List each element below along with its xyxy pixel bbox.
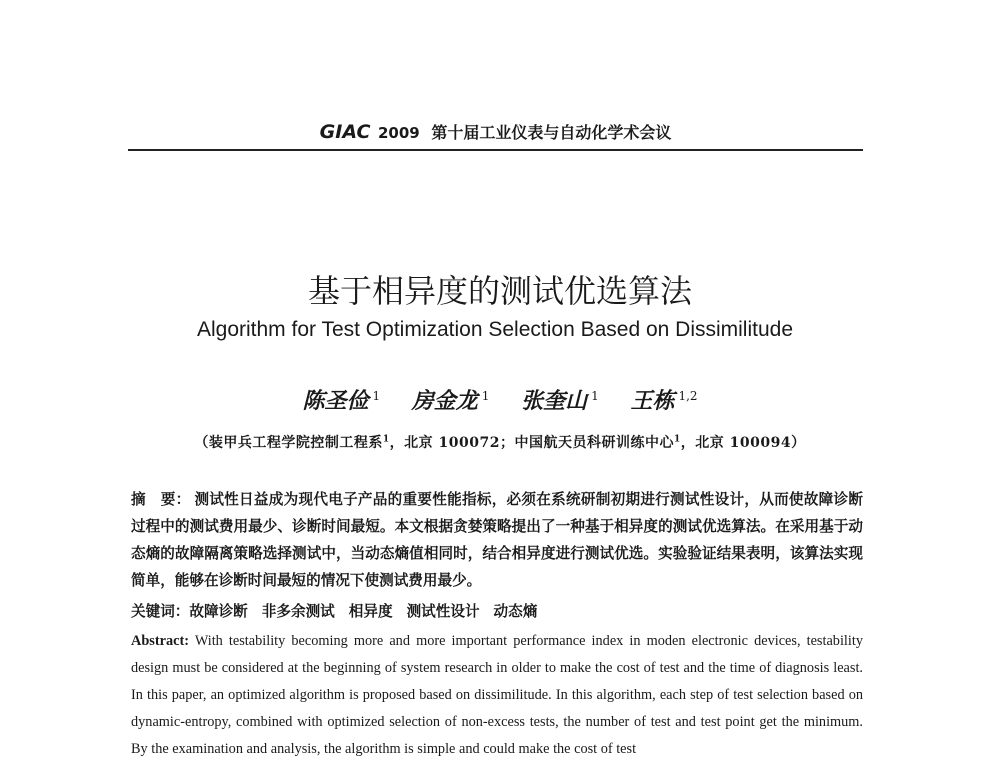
abstract-english	[131, 628, 863, 763]
author: 王栋 $^{1,2}$	[630, 388, 698, 414]
keyword: 相异度	[348, 603, 393, 620]
conference-header	[128, 120, 863, 143]
author: 陈圣俭 $^1$	[302, 388, 381, 414]
abstract-text: 测试性日益成为现代电子产品的重要性能指标，必须在系统研制初期进行测试性设计，从而使故障诊断过程中的测试费用最少、诊断时间最短。本文根据贪婪策略提出了一种基于相异度的测试优选算法。在采用基于动态熵的故障隔离策略选择测试中，当动态熵值相同时，结合相异度进行测试优选。实验验证结果表明，该算法实现简单，能够在诊断时间最短的情况下使测试费用最少。	[131, 491, 863, 589]
keywords	[131, 600, 863, 621]
keyword: 动态熵	[493, 603, 538, 620]
abstract-chinese	[131, 486, 863, 594]
keywords-label: 关键词：	[131, 603, 190, 620]
abstract-en-label: Abstract:	[131, 633, 189, 649]
author: 张奎山 $^1$	[521, 388, 599, 414]
affiliations: （装甲兵工程学院控制工程系$^1$，北京 100072；中国航天员科研训练中心$^1$，北京 100094）	[194, 434, 806, 451]
paper-title-chinese: 基于相异度的测试优选算法	[307, 272, 692, 310]
author: 房金龙 $^1$	[411, 388, 490, 414]
abstract-label: 摘 要：	[131, 491, 191, 508]
author-list	[0, 384, 1000, 415]
header-rule	[128, 149, 863, 151]
keyword: 非多余测试	[261, 603, 335, 620]
keyword: 测试性设计	[406, 603, 480, 620]
abstract-en-text: With testability becoming more and more important performance index in moden electronic devices, testability design must be considered at the beginning of system research in older to make the cost of test and the time of diagnosis least. In this paper, an optimized algorithm is proposed based on dissimilitude. In this algorithm, each step of test selection based on dynamic-entropy, combined with optimized selection of non-excess tests, the number of test and test point get the minimum. By the examination and analysis, the algorithm is simple and could make the cost of test	[131, 633, 863, 757]
keyword: 故障诊断	[189, 603, 248, 620]
conference-name: 第十届工业仪表与自动化学术会议	[431, 123, 672, 142]
paper-title-english: Algorithm for Test Optimization Selection Based on Dissimilitude	[196, 318, 794, 341]
conference-year: 2009	[377, 124, 420, 142]
conference-logo: GIAC	[319, 121, 371, 143]
